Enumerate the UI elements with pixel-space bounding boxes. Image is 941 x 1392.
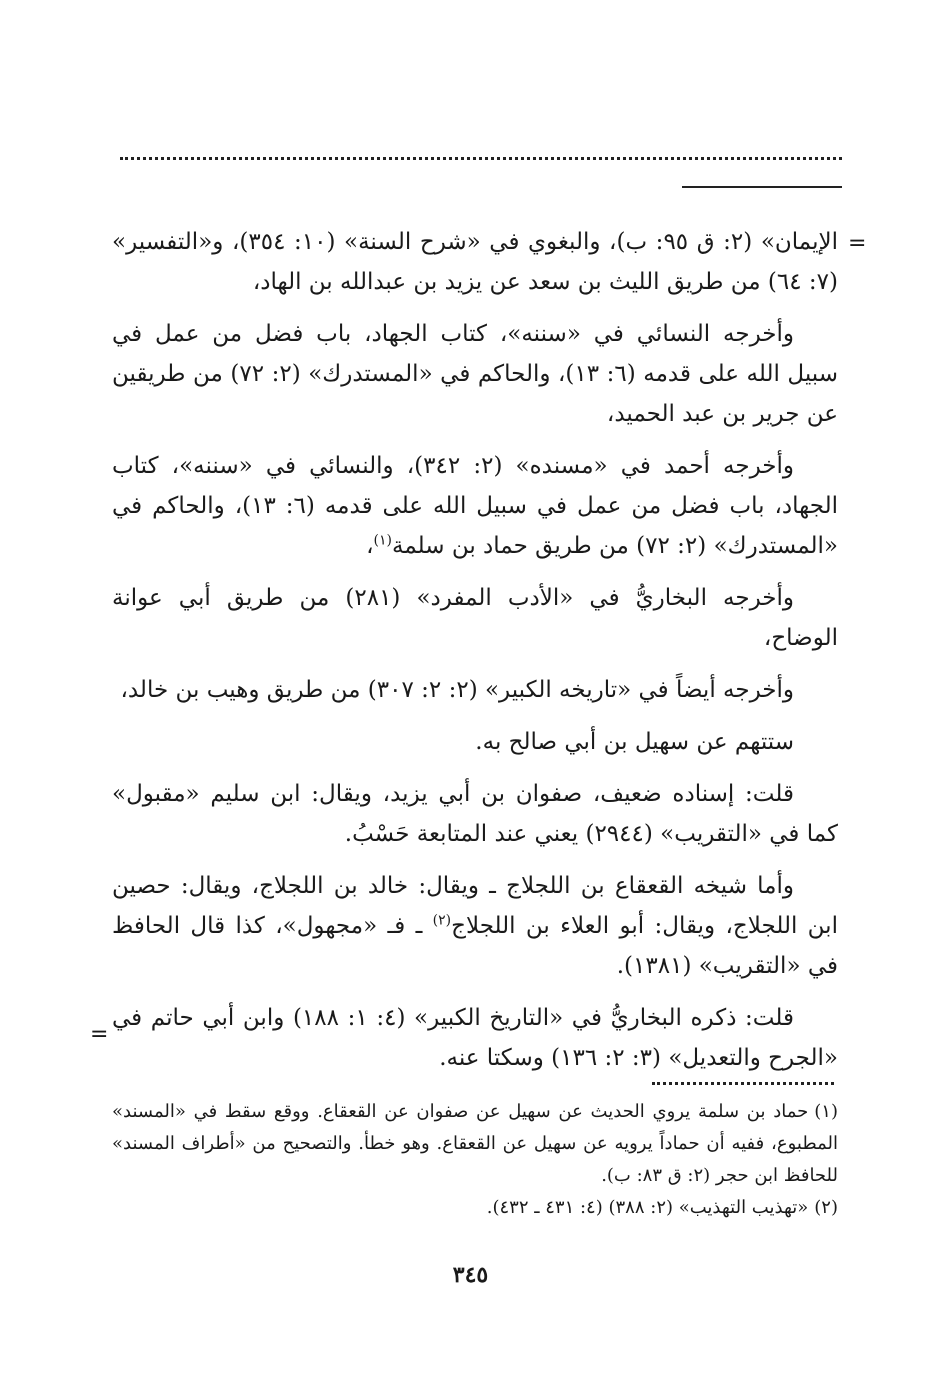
paragraph-8-text: وأما شيخه القعقاع بن اللجلاج ـ ويقال: خالد بن اللجلاج، ويقال: حصين ابن اللجلاج، ويقال: أبو العلاء بن اللجلاج [112,873,838,939]
footnote-1-text: حماد بن سلمة يروي الحديث عن سهيل عن صفوان عن القعقاع. ووقع سقط في «المسند» المطبوع، ففيه أن حماداً يرويه عن سهيل عن القعقاع. وهو خطأ. والتصحيح من «أطراف المسند» للحافظ ابن حجر (٢: ق ٨٣: ب). [112,1101,838,1186]
paragraph-1: الإيمان» (٢: ق ٩٥: ب)، والبغوي في «شرح السنة» (١٠: ٣٥٤)، و«التفسير» (٧: ٦٤) من طريق الليث بن سعد عن يزيد بن عبدالله بن الهاد، [112,229,838,295]
paragraph-6: ستتهم عن سهيل بن أبي صالح به. [475,729,794,755]
footnote-ref-2: (٢) [432,912,452,929]
paragraph-7: قلت: إسناده ضعيف، صفوان بن أبي يزيد، ويقال: ابن سليم «مقبول» كما في «التقريب» (٢٩٤٤) يعني عند المتابعة حَسْبُ. [112,781,838,847]
footnote-dotted-separator [652,1082,834,1085]
footnote-ref-1: (١) [373,532,393,549]
paragraph-5: وأخرجه أيضاً في «تاريخه الكبير» (٢: ٢: ٣٠٧) من طريق وهيب بن خالد، [120,677,794,703]
footnote-2-text: «تهذيب التهذيب» (٢: ٣٨٨) (٤: ٤٣١ ـ ٤٣٢). [486,1197,809,1218]
paragraph-8-tail: ـ فـ «مجهول»، كذا قال الحافظ في «التقريب» (١٣٨١). [112,913,838,979]
paragraph-3-tail: ، [366,533,374,559]
header-solid-rule [682,186,842,188]
page-number: ٣٤٥ [452,1262,489,1288]
footnote-2 [112,1192,838,1224]
footnote-2-number: (٢) [814,1197,838,1218]
header-dotted-rule [120,157,842,160]
paragraph-3 [112,446,838,566]
paragraph-8 [112,866,838,986]
footnotes [112,1096,838,1224]
footnote-1 [112,1096,838,1192]
paragraph-3-text: وأخرجه أحمد في «مسنده» (٢: ٣٤٢)، والنسائي في «سننه»، كتاب الجهاد، باب فضل من عمل في سبيل الله على قدمه (٦: ١٣)، والحاكم في «المستدرك» (٢: ٧٢) من طريق حماد بن سلمة [112,453,838,559]
main-text [112,222,838,1090]
paragraph-9: قلت: ذكره البخاريُّ في «التاريخ الكبير» (٤: ١: ١٨٨) وابن أبي حاتم في «الجرح والتعديل» (٣: ٢: ١٣٦) وسكتا عنه. [112,1005,838,1071]
paragraph-2: وأخرجه النسائي في «سننه»، كتاب الجهاد، باب فضل من عمل في سبيل الله على قدمه (٦: ١٣)، والحاكم في «المستدرك» (٢: ٧٢) من طريقين عن جرير بن عبد الحميد، [112,321,838,427]
continuation-mark-top: = [848,231,867,256]
paragraph-4: وأخرجه البخاريُّ في «الأدب المفرد» (٢٨١) من طريق أبي عوانة الوضاح، [112,585,838,651]
continuation-mark-bottom: = [90,1022,109,1047]
footnote-1-number: (١) [814,1101,838,1122]
